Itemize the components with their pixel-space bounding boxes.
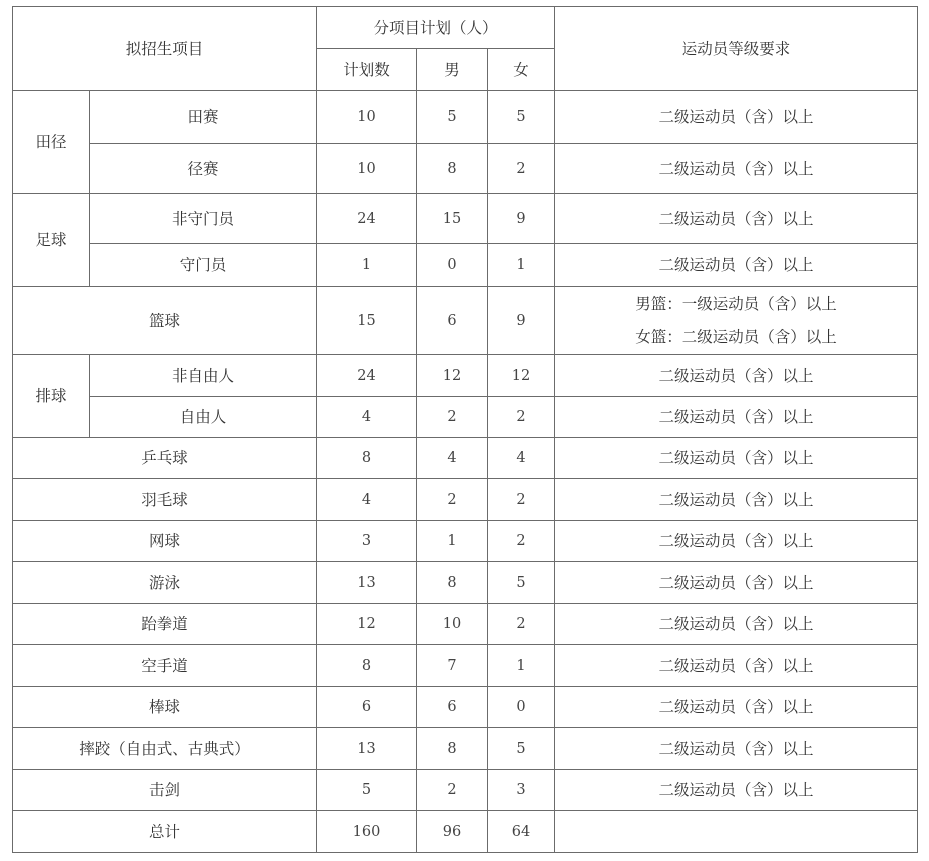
female-count-cell: 5	[488, 91, 555, 144]
male-count-cell: 2	[417, 479, 488, 521]
total-label: 总计	[13, 811, 317, 853]
total-row	[13, 811, 918, 853]
male-count-cell: 7	[417, 645, 488, 687]
header-plan-count: 计划数	[317, 49, 417, 91]
item-name: 游泳	[13, 562, 317, 604]
male-count-cell: 8	[417, 728, 488, 770]
total-requirement	[555, 811, 918, 853]
table-row	[13, 438, 918, 479]
item-name: 棒球	[13, 687, 317, 728]
table-row	[13, 287, 918, 355]
table-row	[13, 479, 918, 521]
requirement-cell: 二级运动员（含）以上	[555, 728, 918, 770]
plan-count-cell: 4	[317, 479, 417, 521]
group-track-field: 田径	[13, 91, 90, 194]
table-row	[13, 397, 918, 438]
plan-count-cell: 8	[317, 438, 417, 479]
item-name: 田赛	[90, 91, 317, 144]
male-count-cell: 1	[417, 521, 488, 562]
total-male-count: 96	[417, 811, 488, 853]
female-count-cell: 2	[488, 604, 555, 645]
item-name: 乒乓球	[13, 438, 317, 479]
plan-count-cell: 13	[317, 562, 417, 604]
requirement-cell: 二级运动员（含）以上	[555, 194, 918, 244]
requirement-cell: 二级运动员（含）以上	[555, 479, 918, 521]
total-plan-count: 160	[317, 811, 417, 853]
item-name: 非守门员	[90, 194, 317, 244]
item-name: 击剑	[13, 770, 317, 811]
plan-count-cell: 12	[317, 604, 417, 645]
plan-count-cell: 13	[317, 728, 417, 770]
plan-count-cell: 15	[317, 287, 417, 355]
requirement-female-basketball: 女篮：二级运动员（含）以上	[635, 327, 837, 346]
header-requirement: 运动员等级要求	[555, 7, 918, 91]
plan-count-cell: 5	[317, 770, 417, 811]
female-count-cell: 5	[488, 728, 555, 770]
table-row	[13, 244, 918, 287]
plan-count-cell: 24	[317, 194, 417, 244]
male-count-cell: 0	[417, 244, 488, 287]
male-count-cell: 15	[417, 194, 488, 244]
item-name: 守门员	[90, 244, 317, 287]
header-plan-group: 分项目计划（人）	[317, 7, 555, 49]
requirement-cell: 二级运动员（含）以上	[555, 521, 918, 562]
table-row	[13, 144, 918, 194]
male-count-cell: 5	[417, 91, 488, 144]
table-row	[13, 604, 918, 645]
female-count-cell: 9	[488, 287, 555, 355]
item-name: 径赛	[90, 144, 317, 194]
header-project: 拟招生项目	[13, 7, 317, 91]
plan-count-cell: 10	[317, 91, 417, 144]
female-count-cell: 2	[488, 397, 555, 438]
item-name: 篮球	[13, 287, 317, 355]
item-name: 非自由人	[90, 355, 317, 397]
item-name: 跆拳道	[13, 604, 317, 645]
table-row	[13, 562, 918, 604]
male-count-cell: 4	[417, 438, 488, 479]
male-count-cell: 2	[417, 770, 488, 811]
male-count-cell: 8	[417, 562, 488, 604]
header-row-1	[13, 7, 918, 49]
female-count-cell: 9	[488, 194, 555, 244]
female-count-cell: 1	[488, 645, 555, 687]
enrollment-plan-table-container	[12, 6, 918, 853]
female-count-cell: 2	[488, 479, 555, 521]
requirement-cell: 二级运动员（含）以上	[555, 91, 918, 144]
requirement-cell-basketball	[555, 287, 918, 355]
item-name: 空手道	[13, 645, 317, 687]
female-count-cell: 12	[488, 355, 555, 397]
table-row	[13, 355, 918, 397]
requirement-cell: 二级运动员（含）以上	[555, 645, 918, 687]
plan-count-cell: 4	[317, 397, 417, 438]
plan-count-cell: 6	[317, 687, 417, 728]
female-count-cell: 2	[488, 521, 555, 562]
requirement-cell: 二级运动员（含）以上	[555, 244, 918, 287]
requirement-cell: 二级运动员（含）以上	[555, 770, 918, 811]
requirement-male-basketball: 男篮：一级运动员（含）以上	[635, 294, 837, 313]
requirement-cell: 二级运动员（含）以上	[555, 562, 918, 604]
enrollment-plan-table	[12, 6, 918, 853]
table-row	[13, 521, 918, 562]
male-count-cell: 8	[417, 144, 488, 194]
plan-count-cell: 8	[317, 645, 417, 687]
total-female-count: 64	[488, 811, 555, 853]
female-count-cell: 0	[488, 687, 555, 728]
requirement-cell: 二级运动员（含）以上	[555, 397, 918, 438]
group-football: 足球	[13, 194, 90, 287]
item-name: 网球	[13, 521, 317, 562]
male-count-cell: 2	[417, 397, 488, 438]
female-count-cell: 1	[488, 244, 555, 287]
plan-count-cell: 3	[317, 521, 417, 562]
male-count-cell: 6	[417, 687, 488, 728]
item-name: 羽毛球	[13, 479, 317, 521]
table-row	[13, 645, 918, 687]
plan-count-cell: 10	[317, 144, 417, 194]
item-name: 摔跤（自由式、古典式）	[13, 728, 317, 770]
requirement-cell: 二级运动员（含）以上	[555, 355, 918, 397]
group-volleyball: 排球	[13, 355, 90, 438]
requirement-cell: 二级运动员（含）以上	[555, 604, 918, 645]
table-row	[13, 91, 918, 144]
table-row	[13, 728, 918, 770]
requirement-cell: 二级运动员（含）以上	[555, 144, 918, 194]
plan-count-cell: 24	[317, 355, 417, 397]
header-male: 男	[417, 49, 488, 91]
item-name: 自由人	[90, 397, 317, 438]
table-row	[13, 194, 918, 244]
plan-count-cell: 1	[317, 244, 417, 287]
table-row	[13, 687, 918, 728]
male-count-cell: 10	[417, 604, 488, 645]
requirement-cell: 二级运动员（含）以上	[555, 438, 918, 479]
header-female: 女	[488, 49, 555, 91]
female-count-cell: 5	[488, 562, 555, 604]
male-count-cell: 6	[417, 287, 488, 355]
female-count-cell: 2	[488, 144, 555, 194]
male-count-cell: 12	[417, 355, 488, 397]
requirement-cell: 二级运动员（含）以上	[555, 687, 918, 728]
table-row	[13, 770, 918, 811]
female-count-cell: 3	[488, 770, 555, 811]
female-count-cell: 4	[488, 438, 555, 479]
